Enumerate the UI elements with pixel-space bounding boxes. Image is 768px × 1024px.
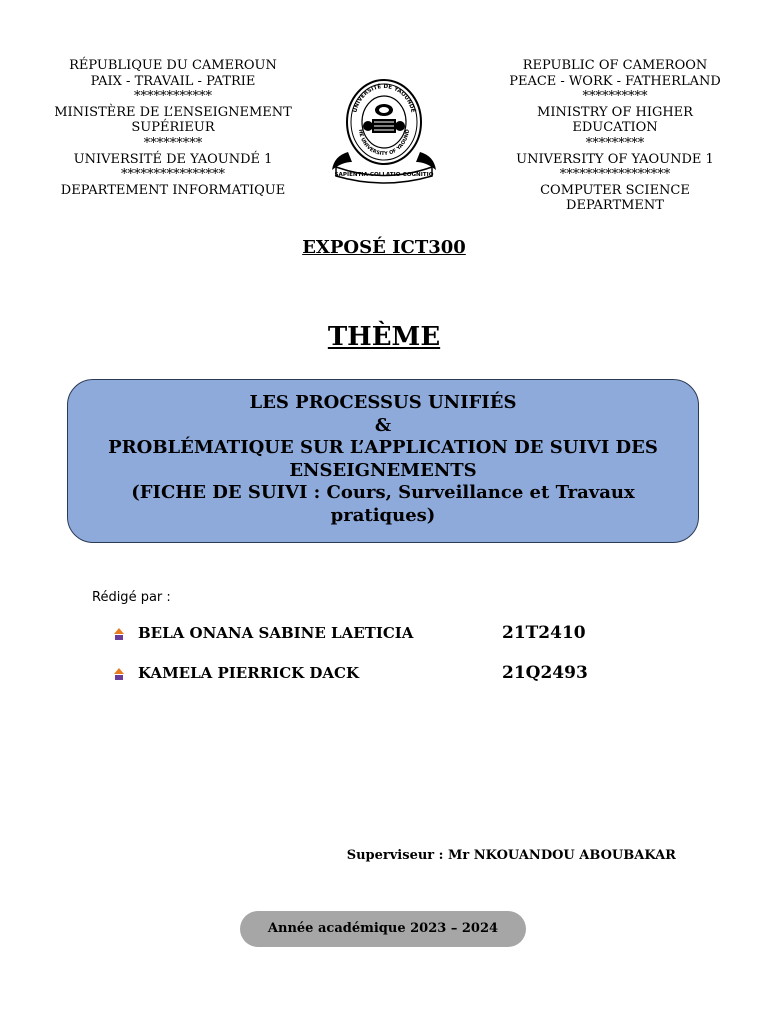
header-right-line: REPUBLIC OF CAMEROON <box>522 58 708 73</box>
theme-line: & <box>374 414 392 436</box>
seal-ring-top-text: UNIVERSITÉ DE YAOUNDÉ <box>352 83 416 114</box>
header-left-line: UNIVERSITÉ DE YAOUNDÉ 1 <box>73 151 273 167</box>
author-name: KAMELA PIERRICK DACK <box>138 664 360 682</box>
seal-ring-bottom-text: HE UNIVERSITY OF YAOUND <box>356 129 412 158</box>
header-left-line: SUPÉRIEUR <box>131 120 215 136</box>
header-right-line: EDUCATION <box>572 120 658 136</box>
theme-heading: THÈME <box>327 322 441 352</box>
header-right-line: COMPUTER SCIENCE <box>540 182 690 198</box>
header-left-line: **************** <box>121 167 225 183</box>
header-right-line: ********** <box>582 89 648 105</box>
document-title: EXPOSÉ ICT300 <box>302 237 466 258</box>
header-right-line: ********* <box>585 135 645 151</box>
header-right-line: ***************** <box>559 167 671 183</box>
arrow-bullet-icon <box>112 667 126 681</box>
header-right-line: UNIVERSITY OF YAOUNDE 1 <box>516 151 714 167</box>
supervisor-line: Superviseur : Mr NKOUANDOU ABOUBAKAR <box>346 848 676 863</box>
header-right-line: DEPARTMENT <box>566 198 664 214</box>
header-right-line: MINISTRY OF HIGHER <box>537 104 693 120</box>
written-by-label: Rédigé par : <box>92 590 171 605</box>
header-right-english <box>470 58 760 214</box>
author-name: BELA ONANA SABINE LAETICIA <box>138 624 414 642</box>
header-left-line: RÉPUBLIQUE DU CAMEROUN <box>69 58 277 73</box>
svg-text:THE UNIVERSITY OF YAOUNDE <box>328 66 411 157</box>
theme-line: (FICHE DE SUIVI : Cours, Surveillance et Travaux <box>131 482 635 503</box>
theme-line: PROBLÉMATIQUE SUR L’APPLICATION DE SUIVI DES <box>108 437 658 458</box>
header-left-french <box>28 58 318 198</box>
author-matricule: 21T2410 <box>502 623 586 643</box>
academic-year-badge: Année académique 2023 – 2024 <box>240 911 526 947</box>
header-left-line: ********* <box>143 135 203 151</box>
theme-line: pratiques) <box>330 504 436 526</box>
header-left-line: ************ <box>134 89 212 105</box>
seal-motto-text: SAPIENTIA·COLLATIO·COGNITIO <box>334 172 434 178</box>
theme-line: ENSEIGNEMENTS <box>289 459 477 481</box>
header-left-line: MINISTÈRE DE L’ENSEIGNEMENT <box>54 104 292 120</box>
header-left-line: DEPARTEMENT INFORMATIQUE <box>60 182 286 198</box>
theme-line: LES PROCESSUS UNIFIÉS <box>249 392 517 413</box>
arrow-bullet-icon <box>112 627 126 641</box>
header-left-line: PAIX - TRAVAIL - PATRIE <box>90 73 256 89</box>
header-right-line: PEACE - WORK - FATHERLAND <box>509 73 721 89</box>
author-matricule: 21Q2493 <box>502 663 588 683</box>
university-seal-logo <box>328 66 440 186</box>
theme-box <box>67 379 699 543</box>
